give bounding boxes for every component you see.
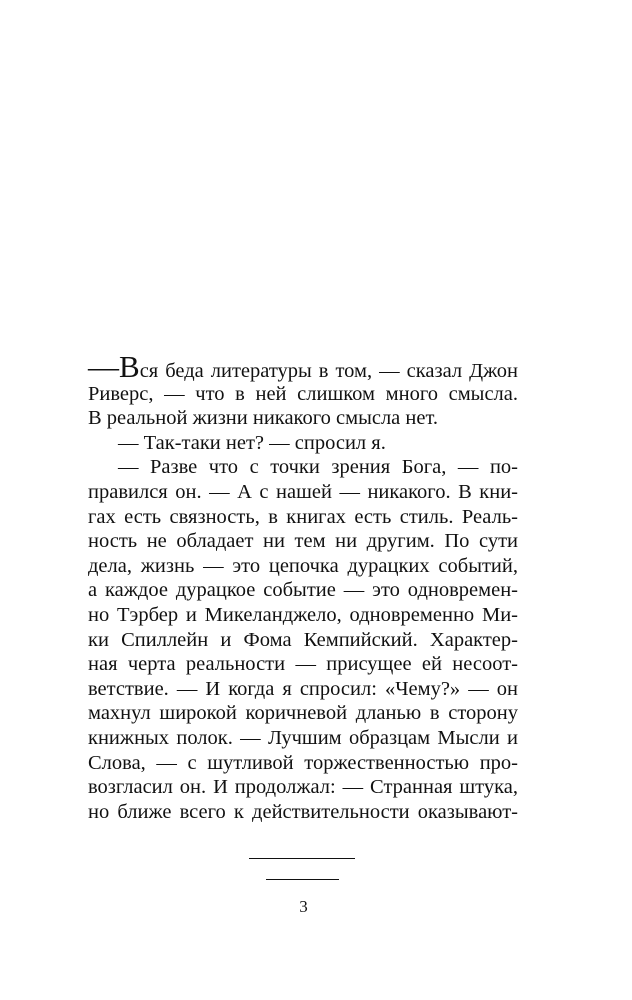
footer-rule-short — [266, 879, 339, 880]
text-line-18: возгласил он. И продолжал: — Странная штука, — [88, 776, 518, 799]
text-line-3: В реальной жизни никакого смысла нет. — [88, 407, 439, 430]
text-line-9: дела, жизнь — это цепочка дурацких событий, — [88, 554, 518, 577]
text-line-5: — Разве что с точки зрения Бога, — по- — [118, 456, 518, 479]
text-line-4: — Так-таки нет? — спросил я. — [118, 431, 386, 454]
text-line-6: правился он. — А с нашей — никакого. В кни- — [88, 480, 518, 503]
body-text — [88, 349, 518, 824]
text-line-8: ность не обладает ни тем ни другим. По сути — [88, 530, 518, 553]
text-line-16: книжных полок. — Лучшим образцам Мысли и — [88, 726, 518, 749]
text-line-7: гах есть связность, в книгах есть стиль. Реаль- — [88, 505, 518, 528]
text-line-1 — [88, 349, 518, 384]
page-number: 3 — [299, 897, 308, 916]
text-line-17: Слова, — с шутливой торжественностью про- — [88, 751, 518, 774]
text-line-19: но ближе всего к действительности оказывают- — [88, 800, 518, 823]
footer-rule-long — [249, 858, 355, 859]
text-line-15: махнул широкой коричневой дланью в сторону — [88, 702, 518, 725]
first-line-text: ся беда литературы в том, — сказал Джон — [139, 360, 518, 382]
text-line-12: ки Спиллейн и Фома Кемпийский. Характер- — [88, 628, 518, 651]
text-line-14: ветствие. — И когда я спросил: «Чему?» — он — [88, 677, 518, 700]
text-line-13: ная черта реальности — присущее ей несоот- — [88, 653, 518, 676]
text-line-2: Риверс, — что в ней слишком много смысла. — [88, 382, 518, 405]
text-line-11: но Тэрбер и Микеланджело, одновременно Ми- — [88, 603, 518, 626]
text-line-10: а каждое дурацкое событие — это одновремен- — [88, 579, 518, 602]
drop-cap-letter: В — [119, 349, 140, 384]
lead-dash: — — [88, 349, 119, 384]
